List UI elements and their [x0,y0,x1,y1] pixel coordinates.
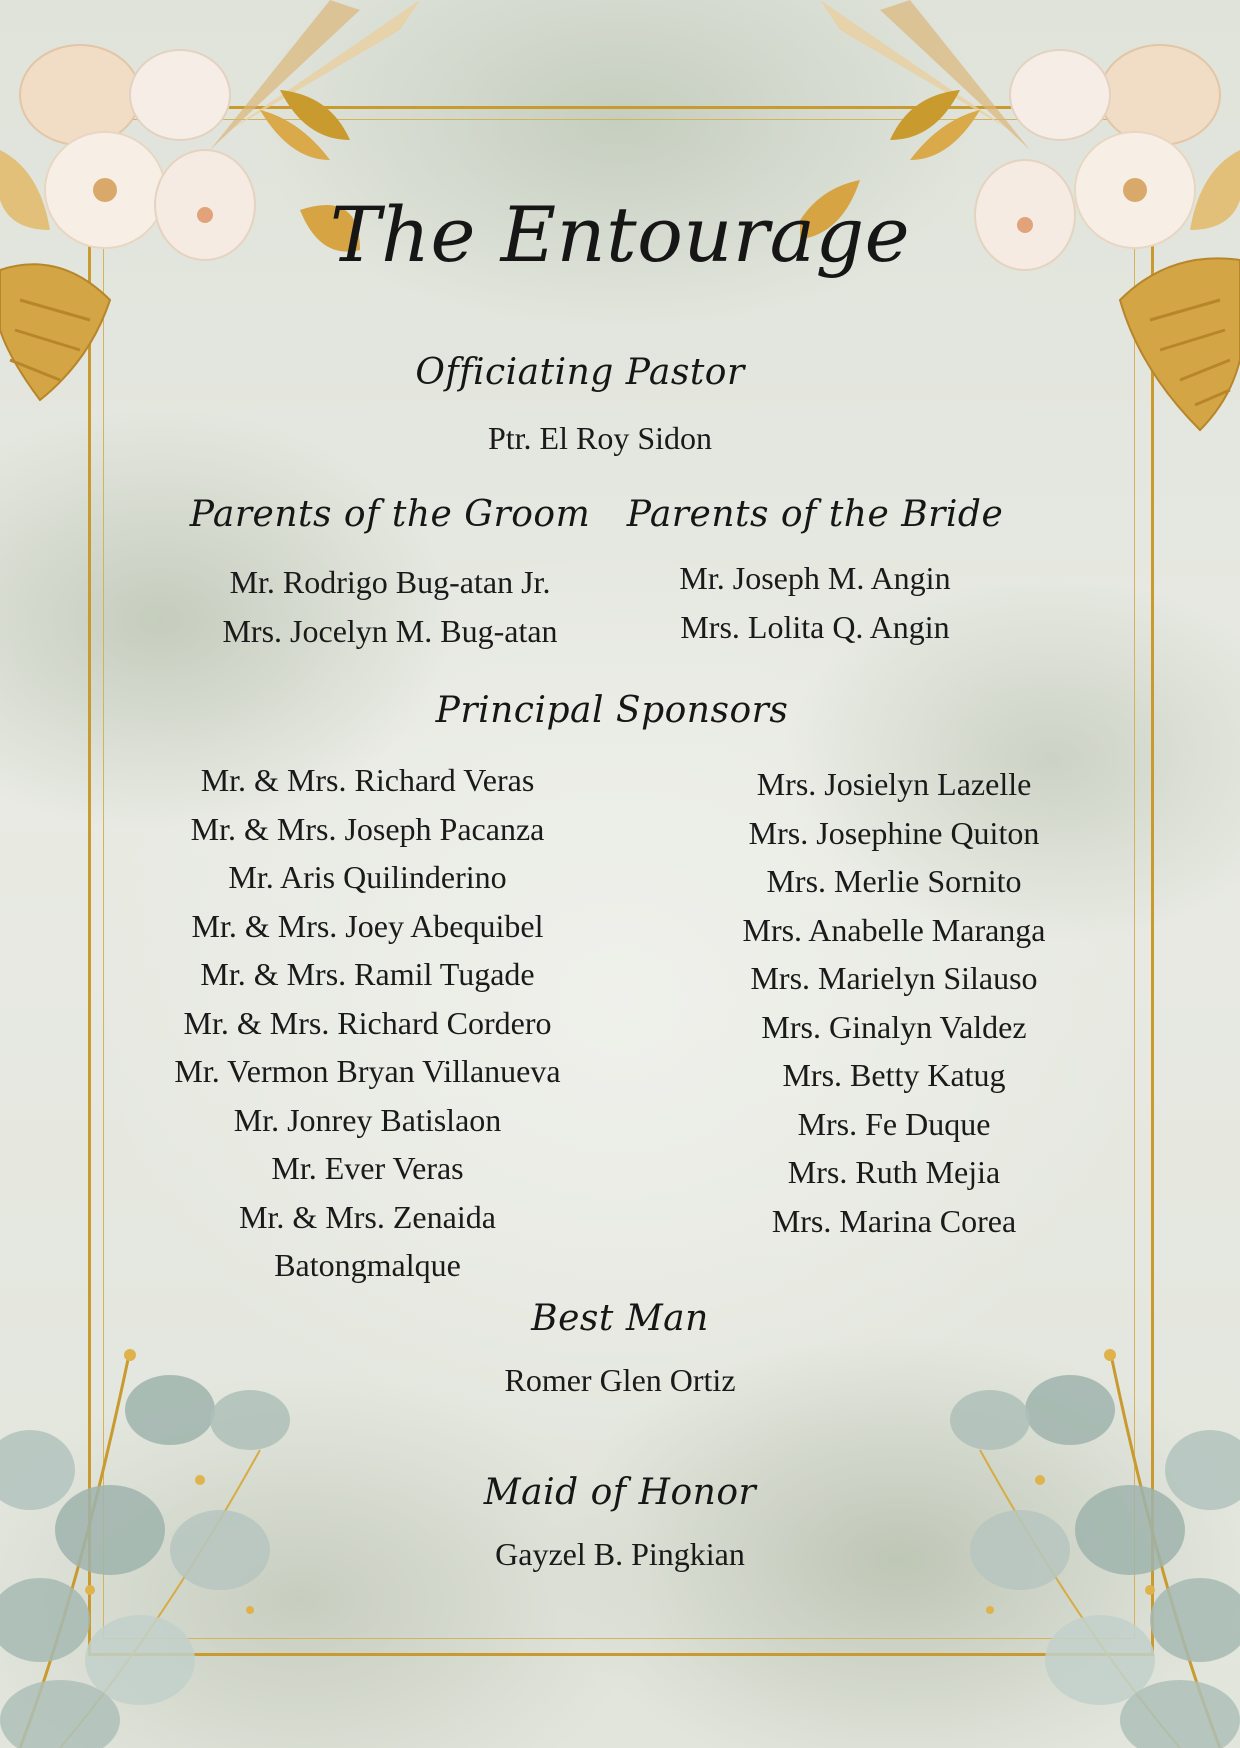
sponsor-name: Mrs. Betty Katug [782,1057,1006,1093]
groom-parents-heading: Parents of the Groom [189,494,591,535]
sponsor-name: Mrs. Ruth Mejia [787,1154,1001,1190]
groom-parents-list [150,558,630,655]
bride-parents-list [600,554,1030,651]
sponsor-name: Mr. Jonrey Batislaon [233,1101,502,1138]
sponsor-name: Mr. & Mrs. Zenaida [239,1198,496,1235]
sponsor-name: Mrs. Josielyn Lazelle [756,766,1032,802]
sponsor-name: Mr. & Mrs. Ramil Tugade [200,956,535,992]
maid-of-honor-heading: Maid of Honor [483,1472,757,1513]
principal-sponsors-heading: Principal Sponsors [435,690,789,731]
bride-parents-heading: Parents of the Bride [626,494,1004,535]
sponsor-name: Mr. & Mrs. Richard Cordero [183,1004,552,1041]
sponsor-name: Mrs. Josephine Quiton [748,814,1040,851]
page-title: The Entourage [329,190,911,279]
bride-parent-name: Mr. Joseph M. Angin [679,560,951,596]
principal-sponsors-left-list [120,756,615,1290]
best-man-name: Romer Glen Ortiz [504,1362,736,1398]
sponsor-name: Batongmalque [274,1247,461,1283]
sponsor-name: Mrs. Ginalyn Valdez [761,1008,1027,1045]
bride-parent-name: Mrs. Lolita Q. Angin [680,608,950,645]
officiating-pastor-name: Ptr. El Roy Sidon [487,420,713,456]
sponsor-name: Mr. & Mrs. Richard Veras [200,762,535,798]
sponsor-name: Mr. & Mrs. Joey Abequibel [191,907,544,944]
groom-parent-name: Mr. Rodrigo Bug-atan Jr. [229,564,551,600]
sponsor-name: Mr. Ever Veras [271,1150,464,1186]
principal-sponsors-right-list [690,760,1098,1245]
officiating-pastor-heading: Officiating Pastor [415,352,745,393]
groom-parent-name: Mrs. Jocelyn M. Bug-atan [222,612,558,649]
sponsor-name: Mrs. Marielyn Silauso [750,960,1038,996]
sponsor-name: Mrs. Marina Corea [771,1202,1017,1239]
sponsor-name: Mrs. Merlie Sornito [766,863,1022,899]
sponsor-name: Mr. & Mrs. Joseph Pacanza [190,810,545,847]
best-man-heading: Best Man [531,1298,709,1339]
sponsor-name: Mr. Vermon Bryan Villanueva [174,1053,561,1089]
maid-of-honor-name: Gayzel B. Pingkian [495,1536,745,1572]
sponsor-name: Mrs. Fe Duque [797,1105,991,1142]
sponsor-name: Mrs. Anabelle Maranga [742,911,1046,948]
sponsor-name: Mr. Aris Quilinderino [228,859,507,895]
